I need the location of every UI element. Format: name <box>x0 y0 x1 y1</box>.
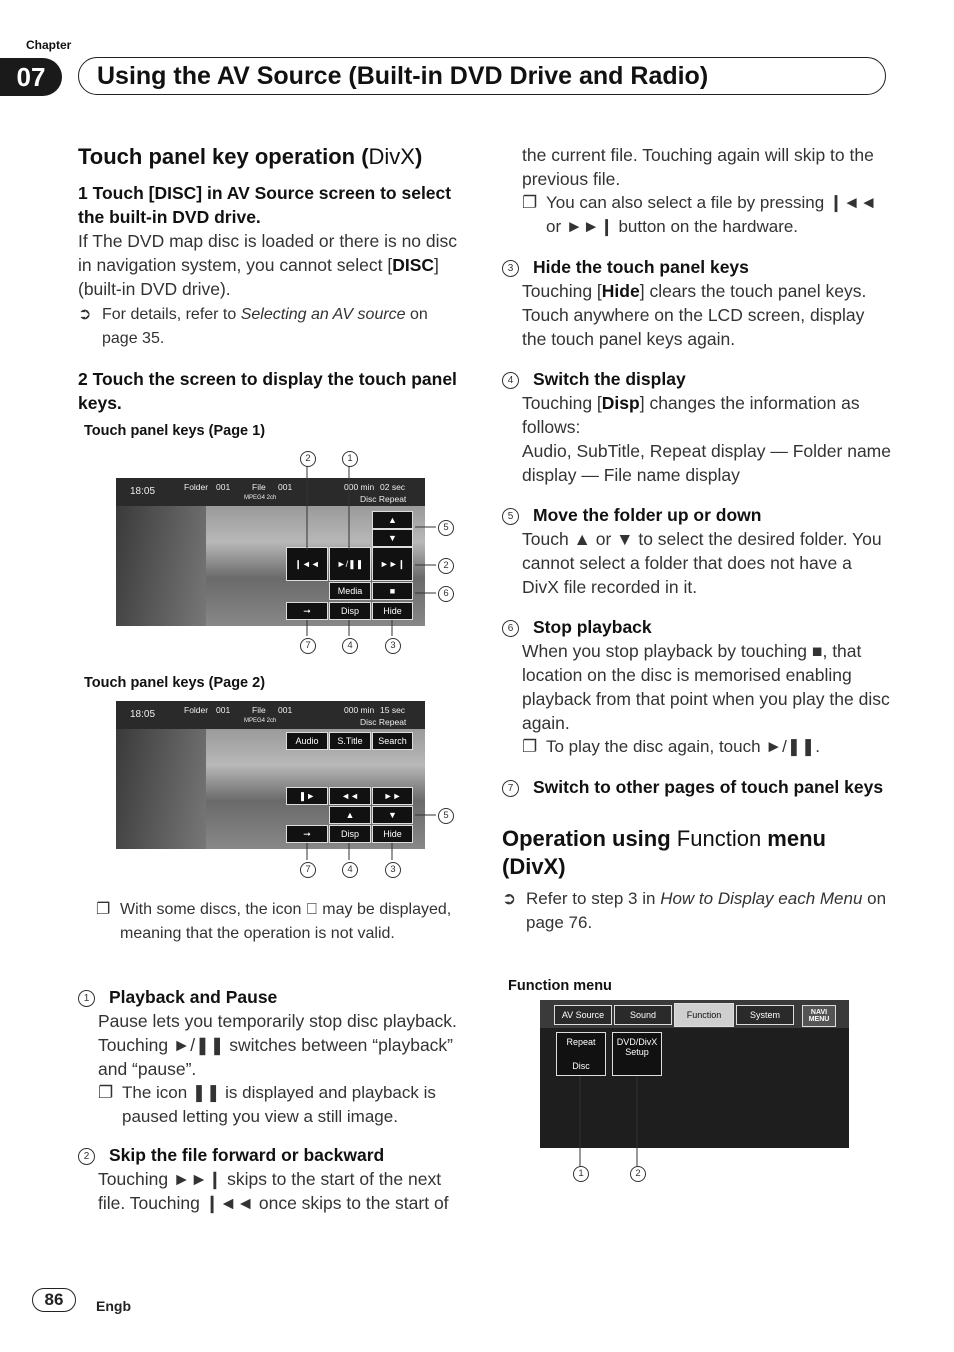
rewind-button[interactable]: ◄◄ <box>329 787 371 805</box>
next-page-button[interactable]: ➞ <box>286 602 328 620</box>
caption-function-menu: Function menu <box>508 978 612 994</box>
hide-button[interactable]: Hide <box>372 602 413 620</box>
callout-4: 4 <box>342 638 358 654</box>
arrow-icon: ➲ <box>502 889 517 908</box>
fast-forward-button[interactable]: ►► <box>372 787 413 805</box>
page-title: Using the AV Source (Built-in DVD Drive and Radio) <box>78 57 886 95</box>
checkbox-icon: ❐ <box>522 737 538 756</box>
item6-heading: 6 Stop playback <box>502 615 892 639</box>
language-code: Engb <box>96 1298 131 1314</box>
item4-heading: 4 Switch the display <box>502 367 892 391</box>
skip-forward-button[interactable]: ►►❙ <box>372 547 413 581</box>
step1-note: ➲ For details, refer to Selecting an AV source on page 35. <box>78 303 458 351</box>
icon-note: ❐ With some discs, the icon ⃠ may be displayed, meaning that the operation is not valid. <box>96 898 456 946</box>
media-button[interactable]: Media <box>329 582 371 600</box>
callout-2: 2 <box>300 451 316 467</box>
section-title-function-menu: Operation using Function menu (DivX) <box>502 826 826 879</box>
repeat-label: Repeat <box>566 1037 596 1047</box>
callout-5: 5 <box>438 808 454 824</box>
step1-heading: 1 Touch [DISC] in AV Source screen to select the built-in DVD drive. <box>78 183 452 227</box>
caption-page2: Touch panel keys (Page 2) <box>84 675 266 691</box>
item6-note: ❐ To play the disc again, touch ►/❚❚. <box>522 735 892 759</box>
tab-system[interactable]: System <box>736 1005 794 1025</box>
audio-button[interactable]: Audio <box>286 732 328 750</box>
chapter-label: Chapter <box>26 38 72 52</box>
folder-up-button[interactable]: ▲ <box>372 511 413 529</box>
setup-label-b: Setup <box>625 1047 649 1057</box>
folder-down-button[interactable]: ▼ <box>372 806 413 824</box>
item2-note: ❐ You can also select a file by pressing ❙◄◄ or ►►❙ button on the hardware. <box>522 193 877 236</box>
callout-3: 3 <box>385 862 401 878</box>
stop-button[interactable]: ■ <box>372 582 413 600</box>
section2-note: ➲ Refer to step 3 in How to Display each Menu on page 76. <box>502 889 887 932</box>
item5-heading: 5 Move the folder up or down <box>502 503 892 527</box>
right-column <box>502 143 892 935</box>
item3-body: Touching [Hide] clears the touch panel keys. Touch anywhere on the LCD screen, display the touch panel keys again. <box>522 281 867 349</box>
callout-7: 7 <box>300 638 316 654</box>
callout-lines-function <box>0 1070 954 1170</box>
checkbox-icon: ❐ <box>522 193 538 212</box>
chapter-number: 07 <box>0 58 62 96</box>
left-lower-text <box>96 898 456 946</box>
caption-page1: Touch panel keys (Page 1) <box>84 423 266 439</box>
navi-menu-button[interactable]: NAVI MENU <box>802 1005 836 1027</box>
item2-body: Touching ►►❙ skips to the start of the next file. Touching ❙◄◄ once skips to the start of <box>98 1169 449 1213</box>
callout-2: 2 <box>438 558 454 574</box>
subtitle-button[interactable]: S.Title <box>329 732 371 750</box>
item2-heading: 2 Skip the file forward or backward <box>78 1143 458 1167</box>
status-bar: 18:05 Folder 001 File 001 MPEG4 2ch 000 min 02 sec Disc Repeat <box>116 478 425 506</box>
arrow-icon: ➲ <box>78 306 92 323</box>
item7-heading: 7 Switch to other pages of touch panel keys <box>502 775 892 799</box>
disc-label: Disc <box>572 1061 590 1071</box>
folder-down-button[interactable]: ▼ <box>372 529 413 547</box>
callout-5: 5 <box>438 520 454 536</box>
item1-note: ❐ The icon ❚❚ is displayed and playback is paused letting you view a still image. <box>98 1083 436 1126</box>
item6-body: When you stop playback by touching ■, that location on the disc is memorised enabling playback from that point when you play the disc again. <box>522 641 890 733</box>
checkbox-icon: ❐ <box>98 1083 114 1102</box>
status-bar: 18:05 Folder 001 File 001 MPEG4 2ch 000 min 15 sec Disc Repeat <box>116 701 425 729</box>
page-number: 86 <box>32 1288 76 1312</box>
play-pause-button[interactable]: ►/❚❚ <box>329 547 371 581</box>
search-button[interactable]: Search <box>372 732 413 750</box>
callout-4: 4 <box>342 862 358 878</box>
disp-button[interactable]: Disp <box>329 602 371 620</box>
next-page-button[interactable]: ➞ <box>286 825 328 843</box>
item4-body-list: Audio, SubTitle, Repeat display — Folder name display — File name display <box>522 441 891 485</box>
item5-body: Touch ▲ or ▼ to select the desired folder. You cannot select a folder that does not have a DivX file recorded in it. <box>522 529 882 597</box>
hide-button[interactable]: Hide <box>372 825 413 843</box>
item1-heading: 1 Playback and Pause <box>78 985 458 1009</box>
item3-heading: 3 Hide the touch panel keys <box>502 255 892 279</box>
step2-heading: 2 Touch the screen to display the touch panel keys. <box>78 369 457 413</box>
tab-function[interactable]: Function <box>674 1003 734 1027</box>
tab-sound[interactable]: Sound <box>614 1005 672 1025</box>
checkbox-icon: ❐ <box>96 901 111 918</box>
step1-body: If The DVD map disc is loaded or there is no disc in navigation system, you cannot select [DISC] (built-in DVD drive). <box>78 231 458 299</box>
callout-1: 1 <box>573 1166 589 1182</box>
callout-3: 3 <box>385 638 401 654</box>
setup-label-a: DVD/DivX <box>616 1037 658 1047</box>
disp-button[interactable]: Disp <box>329 825 371 843</box>
item4-body: Touching [Disp] changes the information as follows: <box>522 393 860 437</box>
callout-2: 2 <box>630 1166 646 1182</box>
item1-body: Pause lets you temporarily stop disc playback. Touching ►/❚❚ switches between “playback” and “pause”. <box>98 1011 457 1079</box>
callout-7: 7 <box>300 862 316 878</box>
folder-up-button[interactable]: ▲ <box>329 806 371 824</box>
skip-back-button[interactable]: ❙◄◄ <box>286 547 328 581</box>
tab-av-source[interactable]: AV Source <box>554 1005 612 1025</box>
slow-play-button[interactable]: ❚► <box>286 787 328 805</box>
callout-1: 1 <box>342 451 358 467</box>
item2-body-cont: the current file. Touching again will skip to the previous file. <box>522 145 874 189</box>
callout-6: 6 <box>438 586 454 602</box>
section-title-touch-panel: Touch panel key operation (DivX) <box>78 144 423 169</box>
